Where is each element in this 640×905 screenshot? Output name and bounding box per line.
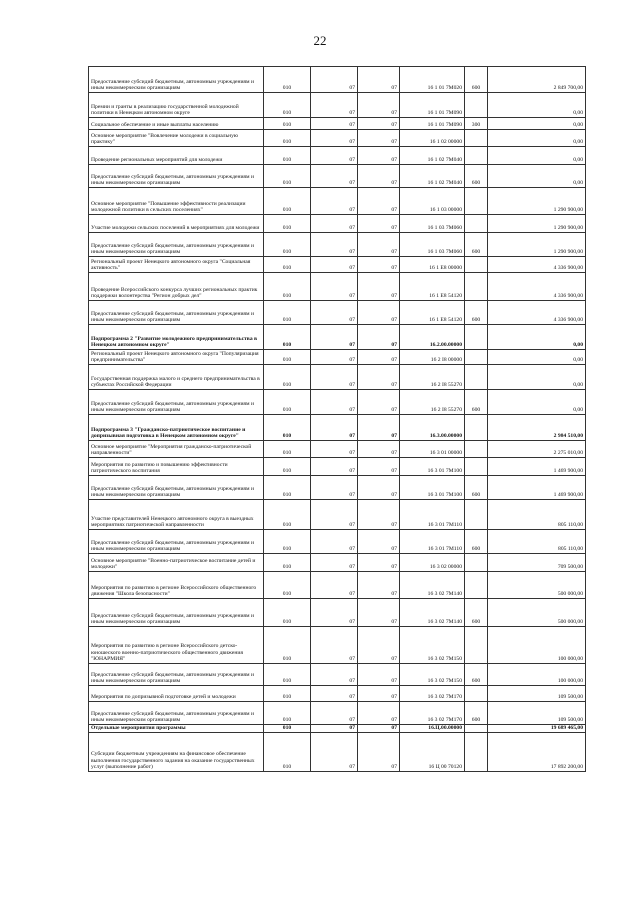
amount-cell: 805 110,00 [488,500,586,530]
subsection-code-cell: 07 [358,147,400,165]
table-row [89,599,586,627]
amount-cell: 4 336 900,00 [488,257,586,273]
table-row [89,118,586,130]
expense-type-cell [465,188,488,215]
section-code-cell: 07 [311,415,358,441]
gr-code-cell: 010 [264,188,311,215]
target-article-cell: 16 3 01 7М110 [400,530,465,554]
gr-code-cell: 010 [264,273,311,301]
subsection-code-cell: 07 [358,390,400,415]
amount-cell: 500 000,00 [488,572,586,599]
target-article-cell: 16 1 Е8 54120 [400,301,465,325]
row-name-cell: Мероприятия по развитию и повышению эффективности патриотического воспитания [89,458,264,476]
expense-type-cell [465,500,488,530]
row-name-cell: Мероприятия по допризывной подготовке детей и молодежи [89,686,264,702]
section-code-cell: 07 [311,458,358,476]
row-name-cell: Основное мероприятие "Военно-патриотическое воспитание детей и молодежи" [89,554,264,572]
row-name-cell: Социальное обеспечение и иные выплаты населению [89,118,264,130]
target-article-cell: 16 2 I8 55270 [400,365,465,390]
expense-type-cell: 600 [465,530,488,554]
target-article-cell: 16 1 02 7М040 [400,165,465,188]
table-row [89,188,586,215]
gr-code-cell: 010 [264,572,311,599]
row-name-cell: Региональный проект Ненецкого автономного округа "Социальная активность" [89,257,264,273]
amount-cell: 0,00 [488,130,586,147]
expense-type-cell [465,415,488,441]
expense-type-cell: 600 [465,702,488,725]
target-article-cell: 16 1 01 7М090 [400,93,465,118]
expense-type-cell [465,554,488,572]
table-row [89,572,586,599]
expense-type-cell: 300 [465,118,488,130]
target-article-cell: 16 3 01 00000 [400,441,465,458]
expense-type-cell [465,350,488,365]
subsection-code-cell: 07 [358,725,400,733]
expense-type-cell [465,627,488,664]
amount-cell: 4 336 900,00 [488,301,586,325]
row-name-cell: Мероприятия по развитию в регионе Всероссийского общественного движения "Школа безопасности" [89,572,264,599]
gr-code-cell: 010 [264,350,311,365]
section-code-cell: 07 [311,530,358,554]
row-name-cell: Предоставление субсидий бюджетным, автономным учреждениям и иным некоммерческим организациям [89,476,264,500]
gr-code-cell: 010 [264,458,311,476]
gr-code-cell: 010 [264,233,311,257]
table-row [89,725,586,733]
subsection-code-cell: 07 [358,233,400,257]
subsection-code-cell: 07 [358,215,400,233]
target-article-cell: 16 1 Е8 00000 [400,257,465,273]
subsection-code-cell: 07 [358,301,400,325]
amount-cell: 109 500,00 [488,702,586,725]
budget-table [88,66,586,772]
expense-type-cell: 600 [465,664,488,686]
gr-code-cell: 010 [264,599,311,627]
row-name-cell: Предоставление субсидий бюджетным, автономным учреждениям и иным некоммерческим организациям [89,233,264,257]
expense-type-cell: 600 [465,476,488,500]
subsection-code-cell: 07 [358,702,400,725]
section-code-cell: 07 [311,664,358,686]
row-name-cell: Предоставление субсидий бюджетным, автономным учреждениям и иным некоммерческим организациям [89,165,264,188]
expense-type-cell [465,257,488,273]
row-name-cell: Предоставление субсидий бюджетным, автономным учреждениям и иным некоммерческим организациям [89,301,264,325]
gr-code-cell: 010 [264,686,311,702]
row-name-cell: Основное мероприятие "Повышение эффективности реализации молодежной политики в сельских поселениях" [89,188,264,215]
target-article-cell: 16 3 01 7М100 [400,458,465,476]
expense-type-cell [465,325,488,350]
amount-cell: 0,00 [488,365,586,390]
subsection-code-cell: 07 [358,188,400,215]
section-code-cell: 07 [311,147,358,165]
table-row [89,664,586,686]
amount-cell: 2 275 010,00 [488,441,586,458]
table-row [89,458,586,476]
gr-code-cell: 010 [264,118,311,130]
row-name-cell: Региональный проект Ненецкого автономного округа "Популяризация предпринимательства" [89,350,264,365]
amount-cell: 0,00 [488,118,586,130]
table-row [89,554,586,572]
table-row [89,325,586,350]
amount-cell: 109 500,00 [488,686,586,702]
expense-type-cell [465,93,488,118]
expense-type-cell: 600 [465,233,488,257]
expense-type-cell [465,130,488,147]
subsection-code-cell: 07 [358,500,400,530]
subsection-code-cell: 07 [358,415,400,441]
gr-code-cell: 010 [264,130,311,147]
gr-code-cell: 010 [264,165,311,188]
expense-type-cell [465,458,488,476]
target-article-cell: 16 3 02 7М150 [400,627,465,664]
gr-code-cell: 010 [264,627,311,664]
target-article-cell: 16.3.00.00000 [400,415,465,441]
table-row [89,165,586,188]
subsection-code-cell: 07 [358,325,400,350]
subsection-code-cell: 07 [358,664,400,686]
amount-cell: 0,00 [488,165,586,188]
amount-cell: 709 500,00 [488,554,586,572]
expense-type-cell [465,733,488,772]
amount-cell: 0,00 [488,93,586,118]
section-code-cell: 07 [311,93,358,118]
expense-type-cell: 600 [465,599,488,627]
table-row [89,686,586,702]
section-code-cell: 07 [311,500,358,530]
expense-type-cell [465,572,488,599]
gr-code-cell: 010 [264,257,311,273]
table-row [89,350,586,365]
subsection-code-cell: 07 [358,458,400,476]
target-article-cell: 16 Ц 00 70120 [400,733,465,772]
section-code-cell: 07 [311,325,358,350]
gr-code-cell: 010 [264,365,311,390]
section-code-cell: 07 [311,257,358,273]
amount-cell: 1 290 900,00 [488,215,586,233]
section-code-cell: 07 [311,365,358,390]
gr-code-cell: 010 [264,441,311,458]
target-article-cell: 16 1 03 00000 [400,188,465,215]
subsection-code-cell: 07 [358,67,400,93]
target-article-cell: 16 1 02 00000 [400,130,465,147]
subsection-code-cell: 07 [358,441,400,458]
row-name-cell: Предоставление субсидий бюджетным, автономным учреждениям и иным некоммерческим организациям [89,67,264,93]
amount-cell: 4 336 900,00 [488,273,586,301]
gr-code-cell: 010 [264,147,311,165]
row-name-cell: Предоставление субсидий бюджетным, автономным учреждениям и иным некоммерческим организациям [89,599,264,627]
expense-type-cell: 600 [465,67,488,93]
section-code-cell: 07 [311,350,358,365]
subsection-code-cell: 07 [358,365,400,390]
row-name-cell: Подпрограмма 2 "Развитие молодежного предпринимательства в Ненецком автономном округе" [89,325,264,350]
table-row [89,67,586,93]
gr-code-cell: 010 [264,325,311,350]
row-name-cell: Проведение Всероссийского конкурса лучших региональных практик поддержки волонтерства "Регион добрых дел" [89,273,264,301]
section-code-cell: 07 [311,599,358,627]
subsection-code-cell: 07 [358,476,400,500]
table-row [89,390,586,415]
section-code-cell: 07 [311,67,358,93]
table-row [89,215,586,233]
row-name-cell: Предоставление субсидий бюджетным, автономным учреждениям и иным некоммерческим организациям [89,390,264,415]
amount-cell: 2 849 700,00 [488,67,586,93]
section-code-cell: 07 [311,572,358,599]
expense-type-cell [465,147,488,165]
section-code-cell: 07 [311,686,358,702]
gr-code-cell: 010 [264,500,311,530]
table-row [89,93,586,118]
subsection-code-cell: 07 [358,530,400,554]
table-row [89,257,586,273]
section-code-cell: 07 [311,441,358,458]
section-code-cell: 07 [311,702,358,725]
gr-code-cell: 010 [264,93,311,118]
expense-type-cell [465,441,488,458]
amount-cell: 0,00 [488,390,586,415]
row-name-cell: Государственная поддержка малого и среднего предпринимательства в субъектах Российской Федерации [89,365,264,390]
row-name-cell: Проведение региональных мероприятий для молодежи [89,147,264,165]
table-row [89,273,586,301]
amount-cell: 17 892 200,00 [488,733,586,772]
section-code-cell: 07 [311,476,358,500]
section-code-cell: 07 [311,233,358,257]
section-code-cell: 07 [311,733,358,772]
section-code-cell: 07 [311,188,358,215]
amount-cell: 1 469 900,00 [488,458,586,476]
target-article-cell: 16 1 02 7М040 [400,147,465,165]
expense-type-cell [465,686,488,702]
expense-type-cell: 600 [465,165,488,188]
row-name-cell: Участие молодежи сельских поселений в мероприятиях для молодежи [89,215,264,233]
table-row [89,415,586,441]
subsection-code-cell: 07 [358,554,400,572]
expense-type-cell [465,215,488,233]
subsection-code-cell: 07 [358,165,400,188]
target-article-cell: 16 1 Е8 54120 [400,273,465,301]
target-article-cell: 16.2.00.00000 [400,325,465,350]
gr-code-cell: 010 [264,702,311,725]
gr-code-cell: 010 [264,664,311,686]
table-row [89,365,586,390]
expense-type-cell [465,273,488,301]
amount-cell: 1 290 900,00 [488,188,586,215]
section-code-cell: 07 [311,725,358,733]
subsection-code-cell: 07 [358,93,400,118]
target-article-cell: 16 1 03 7М060 [400,215,465,233]
section-code-cell: 07 [311,130,358,147]
row-name-cell: Субсидии бюджетным учреждениям на финансовое обеспечение выполнения государственного задания на оказание государственных услуг (выполнение работ) [89,733,264,772]
row-name-cell: Премии и гранты в реализацию государственной молодежной политики в Ненецком автономном округе [89,93,264,118]
expense-type-cell [465,365,488,390]
section-code-cell: 07 [311,390,358,415]
row-name-cell: Мероприятия по развитию в регионе Всероссийского детско-юношеского военно-патриотического общественного движения "ЮНАРМИЯ" [89,627,264,664]
amount-cell: 1 469 900,00 [488,476,586,500]
amount-cell: 0,00 [488,350,586,365]
row-name-cell: Подпрограмма 3 "Гражданско-патриотическое воспитание и допризывная подготовка в Ненецком автономном округе" [89,415,264,441]
row-name-cell: Предоставление субсидий бюджетным, автономным учреждениям и иным некоммерческим организациям [89,664,264,686]
table-row [89,130,586,147]
amount-cell: 2 984 510,00 [488,415,586,441]
section-code-cell: 07 [311,118,358,130]
target-article-cell: 16 3 01 7М110 [400,500,465,530]
gr-code-cell: 010 [264,415,311,441]
target-article-cell: 16 2 I8 00000 [400,350,465,365]
subsection-code-cell: 07 [358,130,400,147]
amount-cell: 500 000,00 [488,599,586,627]
expense-type-cell [465,725,488,733]
subsection-code-cell: 07 [358,733,400,772]
gr-code-cell: 010 [264,390,311,415]
target-article-cell: 16 3 02 7М170 [400,686,465,702]
section-code-cell: 07 [311,554,358,572]
target-article-cell: 16 1 01 7М090 [400,118,465,130]
table-row [89,441,586,458]
table-row [89,301,586,325]
subsection-code-cell: 07 [358,118,400,130]
amount-cell: 100 000,00 [488,664,586,686]
amount-cell: 0,00 [488,325,586,350]
table-row [89,233,586,257]
subsection-code-cell: 07 [358,627,400,664]
target-article-cell: 16 3 02 7М150 [400,664,465,686]
section-code-cell: 07 [311,273,358,301]
row-name-cell: Участие представителей Ненецкого автономного округа в выездных мероприятиях патриотической направленности [89,500,264,530]
section-code-cell: 07 [311,165,358,188]
row-name-cell: Предоставление субсидий бюджетным, автономным учреждениям и иным некоммерческим организациям [89,530,264,554]
table-row [89,530,586,554]
amount-cell: 0,00 [488,147,586,165]
expense-type-cell: 600 [465,390,488,415]
target-article-cell: 16 3 02 00000 [400,554,465,572]
subsection-code-cell: 07 [358,257,400,273]
amount-cell: 1 290 900,00 [488,233,586,257]
gr-code-cell: 010 [264,476,311,500]
gr-code-cell: 010 [264,725,311,733]
amount-cell: 100 000,00 [488,627,586,664]
gr-code-cell: 010 [264,554,311,572]
gr-code-cell: 010 [264,530,311,554]
row-name-cell: Предоставление субсидий бюджетным, автономным учреждениям и иным некоммерческим организациям [89,702,264,725]
row-name-cell: Отдельные мероприятия программы [89,725,264,733]
subsection-code-cell: 07 [358,350,400,365]
table-row [89,147,586,165]
target-article-cell: 16.Ц.00.00000 [400,725,465,733]
gr-code-cell: 010 [264,215,311,233]
target-article-cell: 16 2 I8 55270 [400,390,465,415]
target-article-cell: 16 1 03 7М060 [400,233,465,257]
subsection-code-cell: 07 [358,686,400,702]
amount-cell: 19 689 465,00 [488,725,586,733]
target-article-cell: 16 3 01 7М100 [400,476,465,500]
subsection-code-cell: 07 [358,273,400,301]
target-article-cell: 16 3 02 7М140 [400,599,465,627]
section-code-cell: 07 [311,627,358,664]
amount-cell: 805 110,00 [488,530,586,554]
expense-type-cell: 600 [465,301,488,325]
gr-code-cell: 010 [264,67,311,93]
target-article-cell: 16 3 02 7М170 [400,702,465,725]
target-article-cell: 16 1 01 7М020 [400,67,465,93]
target-article-cell: 16 3 02 7М140 [400,572,465,599]
row-name-cell: Основное мероприятие "Вовлечение молодежи в социальную практику" [89,130,264,147]
row-name-cell: Основное мероприятие "Мероприятия гражданско-патриотической направленности" [89,441,264,458]
table-row [89,702,586,725]
section-code-cell: 07 [311,215,358,233]
section-code-cell: 07 [311,301,358,325]
gr-code-cell: 010 [264,733,311,772]
table-row [89,500,586,530]
subsection-code-cell: 07 [358,572,400,599]
subsection-code-cell: 07 [358,599,400,627]
table-row [89,476,586,500]
page-number: 22 [313,33,327,48]
table-row [89,733,586,772]
gr-code-cell: 010 [264,301,311,325]
table-row [89,627,586,664]
